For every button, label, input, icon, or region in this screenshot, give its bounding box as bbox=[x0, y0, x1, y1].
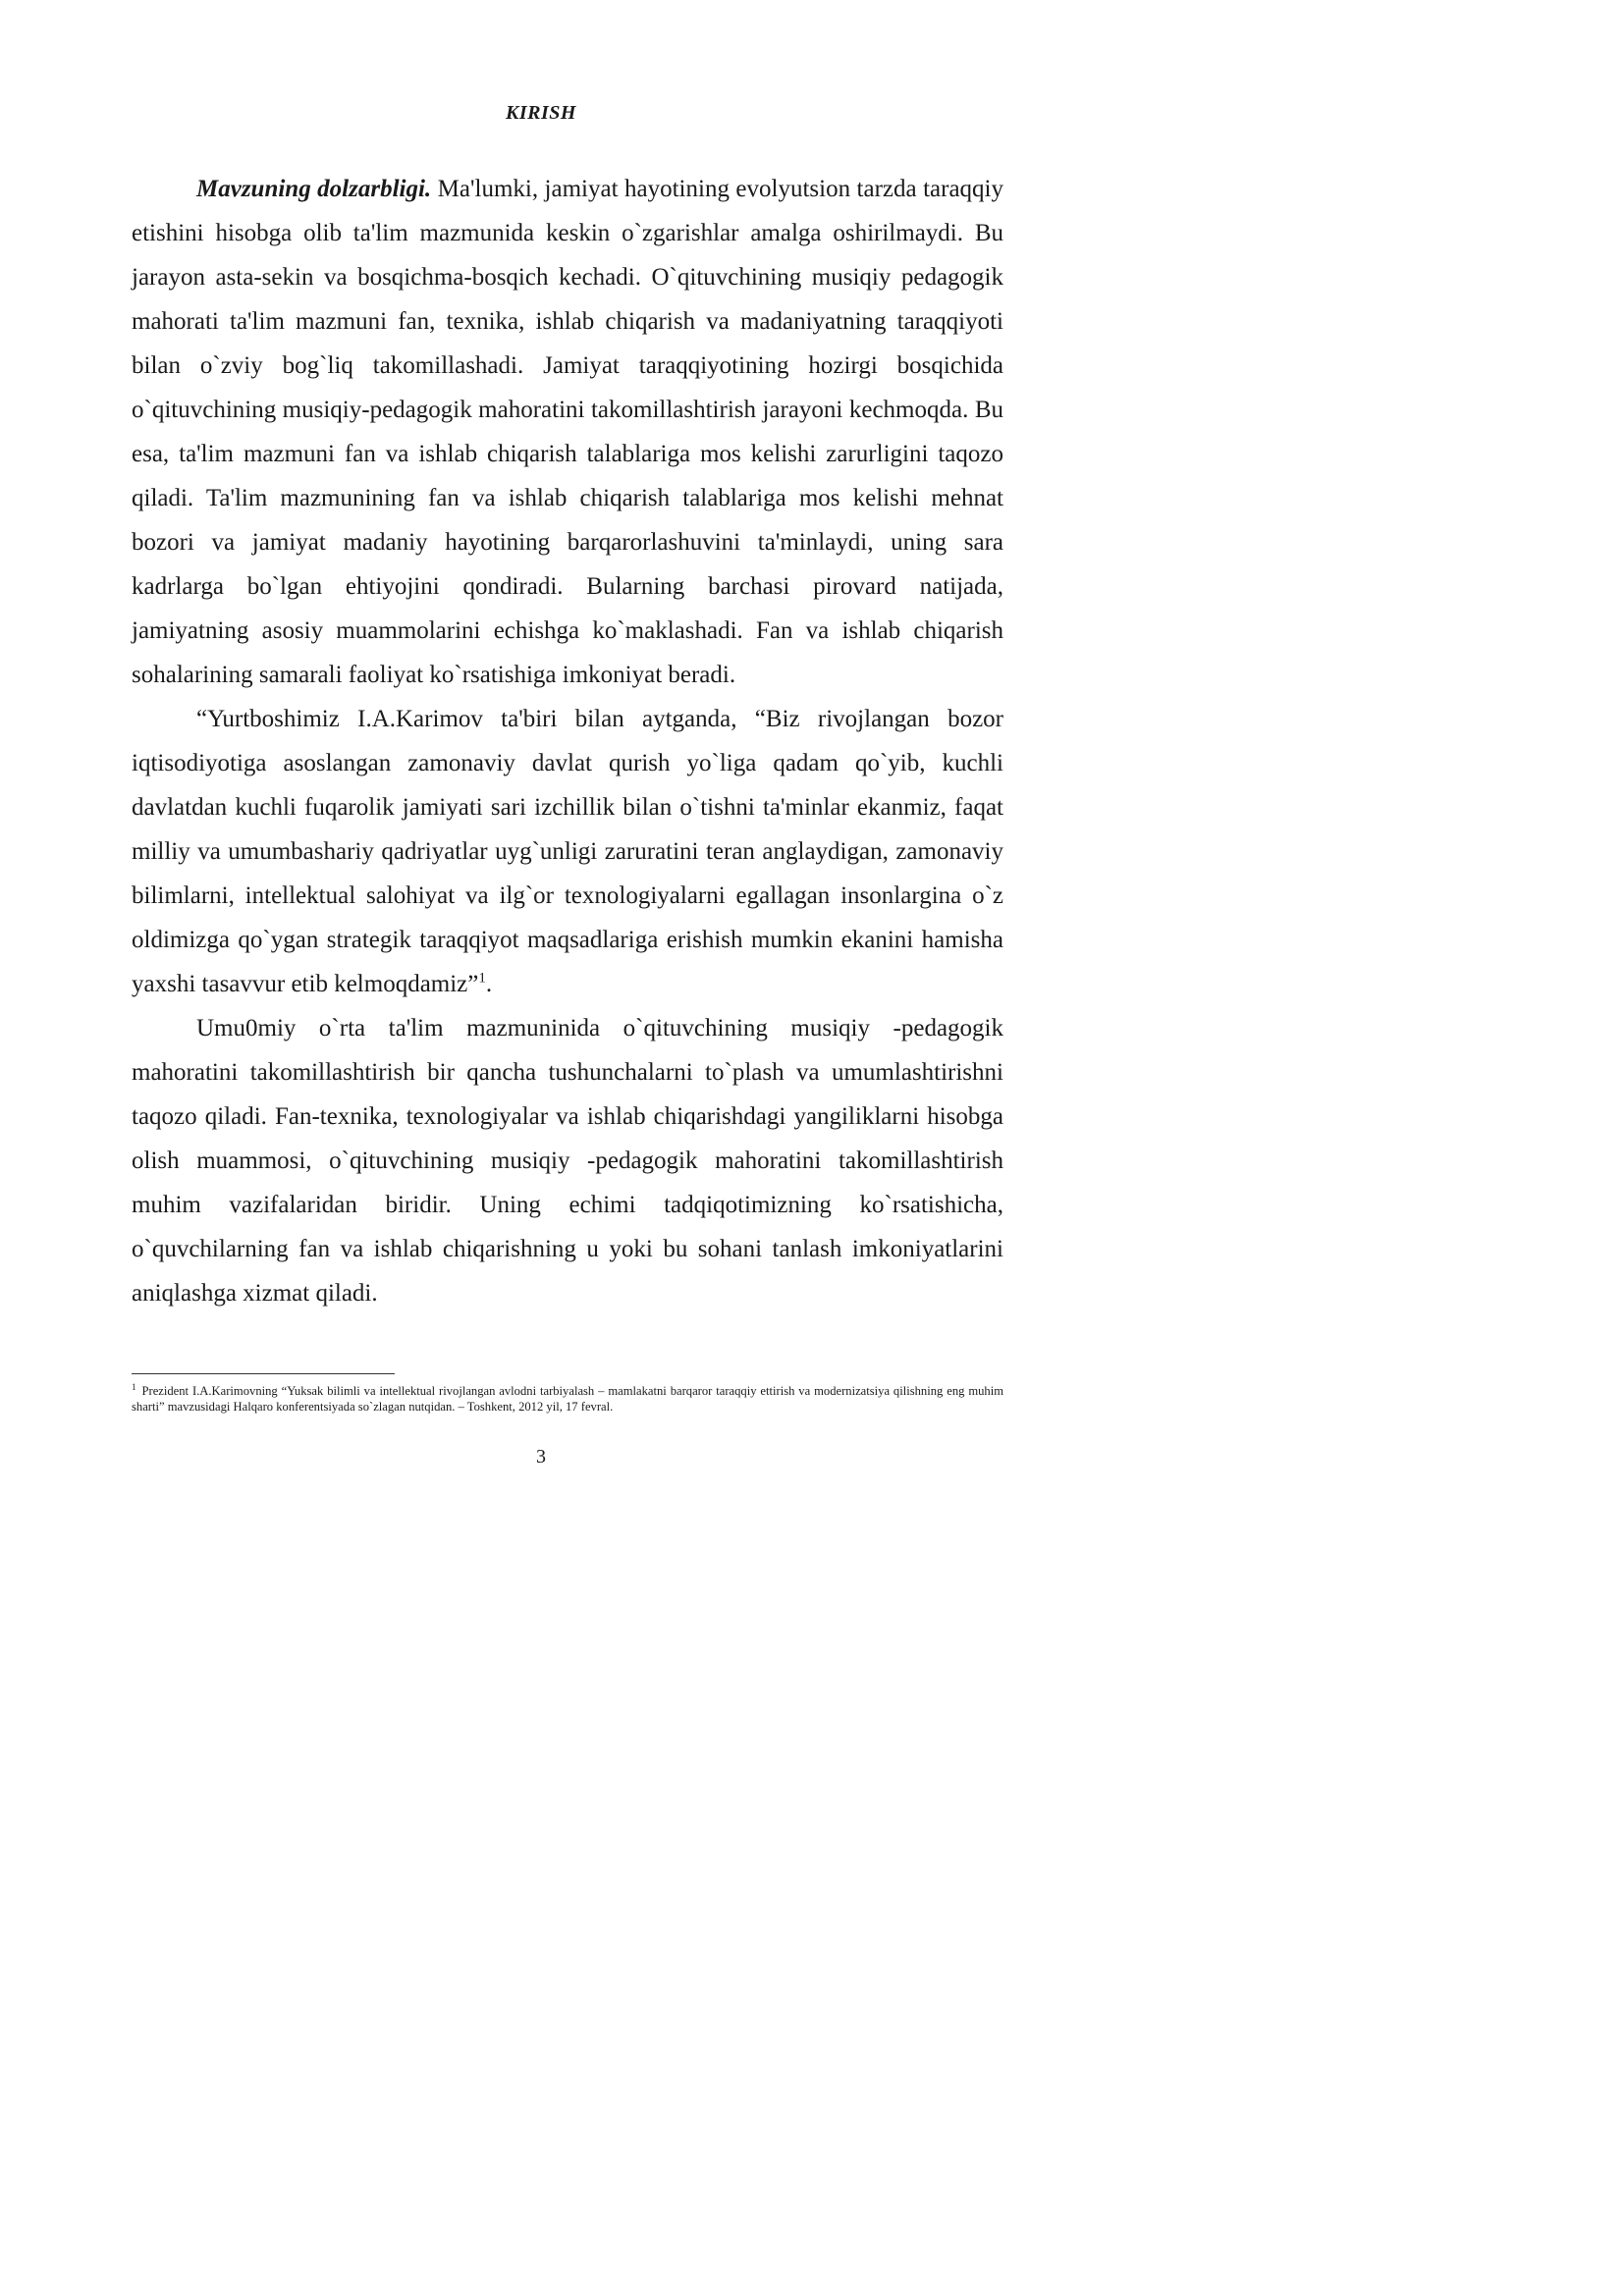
footnote bbox=[132, 1383, 1003, 1415]
paragraph-content bbox=[132, 1006, 1003, 1315]
document-page bbox=[0, 0, 1082, 1530]
paragraph-tail: . bbox=[485, 971, 493, 997]
footnote-separator bbox=[132, 1373, 395, 1374]
paragraph-text: Umu0miy o`rta ta'lim mazmuninida o`qituvchining musiqiy -pedagogik mahoratini takomillashtirish bir qancha tushunchalarni to`plash va umumlashtirishni taqozo qiladi. Fan-texnika, texnologiyalar va ishlab chiqarishdagi yangiliklarni hisobga olish muammosi, o`qituvchining musiqiy -pedagogik mahoratini takomillashtirish muhim vazifalaridan biridir. Uning echimi tadqiqotimizning ko`rsatishicha, o`quvchilarning fan va ishlab chiqarishning u yoki bu sohani tanlash imkoniyatlarini aniqlashga xizmat qiladi. bbox=[132, 1015, 1003, 1307]
paragraph-relevance bbox=[132, 167, 1003, 697]
footnote-mark: 1 bbox=[132, 1381, 136, 1392]
footnote-text: Prezident I.A.Karimovning “Yuksak bilimli va intellektual rivojlangan avlodni tarbiyalash – mamlakatni barqaror taraqqiy ettirish va modernizatsiya qilishning eng muhim sharti” mavzusidagi Halqaro konferentsiyada so`zlagan nutqidan. – Toshkent, 2012 yil, 17 fevral. bbox=[132, 1384, 1003, 1414]
paragraph-text: “Yurtboshimiz I.A.Karimov ta'biri bilan aytganda, “Biz rivojlangan bozor iqtisodiyotiga asoslangan zamonaviy davlat qurish yo`liga qadam qo`yib, kuchli davlatdan kuchli fuqarolik jamiyati sari izchillik bilan o`tishni ta'minlar ekanmiz, faqat milliy va umumbashariy qadriyatlar uyg`unligi zaruratini teran anglaydigan, zamonaviy bilimlarni, intellektual salohiyat va ilg`or texnologiyalarni egallagan insonlargina o`z oldimizga qo`ygan strategik taraqqiyot maqsadlariga erishish mumkin ekanini hamisha yaxshi tasavvur etib kelmoqdamiz” bbox=[132, 706, 1003, 997]
page-number: 3 bbox=[536, 1446, 546, 1468]
footnote-reference: 1 bbox=[478, 970, 486, 987]
paragraph-text: Ma'lumki, jamiyat hayotining evolyutsion tarzda taraqqiy etishini hisobga olib ta'lim mazmunida keskin o`zgarishlar amalga oshirilmaydi. Bu jarayon asta-sekin va bosqichma-bosqich kechadi. O`qituvchining musiqiy pedagogik mahorati ta'lim mazmuni fan, texnika, ishlab chiqarish va madaniyatning taraqqiyoti bilan o`zviy bog`liq takomillashadi. Jamiyat taraqqiyotining hozirgi bosqichida o`qituvchining musiqiy-pedagogik mahoratini takomillashtirish jarayoni kechmoqda. Bu esa, ta'lim mazmuni fan va ishlab chiqarish talablariga mos kelishi zarurligini taqozo qiladi. Ta'lim mazmunining fan va ishlab chiqarish talablariga mos kelishi mehnat bozori va jamiyat madaniy hayotining barqarorlashuvini ta'minlaydi, uning sara kadrlarga bo`lgan ehtiyojini qondiradi. Bularning barchasi pirovard natijada, jamiyatning asosiy muammolarini echishga ko`maklashadi. Fan va ishlab chiqarish sohalarining samarali faoliyat ko`rsatishiga imkoniyat beradi. bbox=[132, 176, 1003, 688]
paragraph-quote bbox=[132, 697, 1003, 1006]
paragraph-lead: Mavzuning dolzarbligi. bbox=[196, 176, 432, 202]
section-heading: KIRISH bbox=[506, 102, 576, 124]
body-text bbox=[132, 167, 1003, 1315]
